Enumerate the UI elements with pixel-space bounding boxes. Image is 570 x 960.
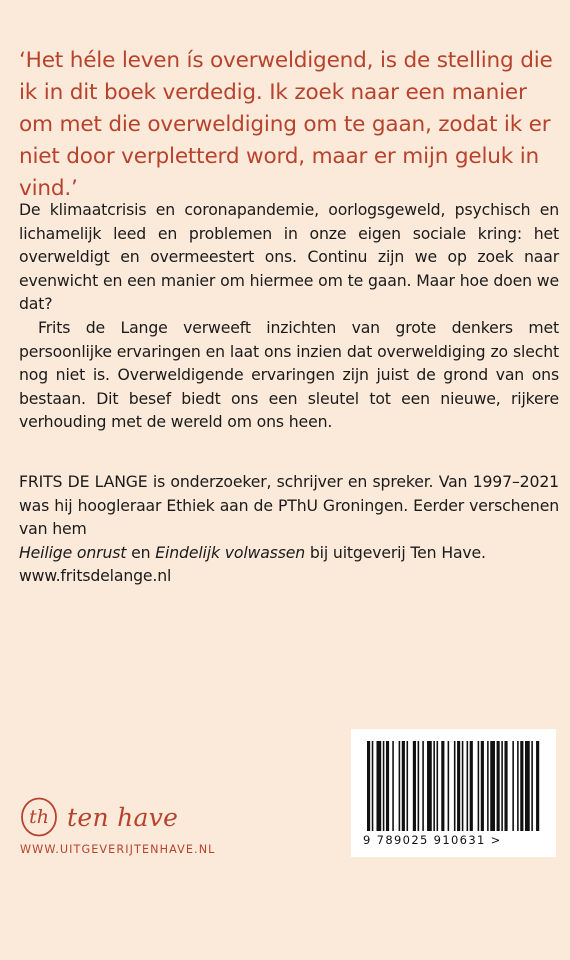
barcode-bar: [407, 741, 409, 831]
barcode-bar: [402, 741, 405, 831]
publisher-logo-icon: [19, 796, 59, 838]
barcode-bar: [462, 741, 464, 831]
publisher-logo: [19, 796, 178, 838]
barcode-bar: [487, 741, 489, 831]
barcode-bar: [481, 741, 484, 831]
barcode-bar: [437, 741, 439, 831]
back-cover-quote: ‘Het héle leven ís overweldigend, is de stelling die ik in dit boek verdedig. Ik zoek naar een manier om met die overweldiging om te gaan, zodat ik er niet door verpletterd word, maar er mijn geluk in vind.’: [19, 48, 553, 201]
barcode-bar: [376, 741, 381, 831]
barcode-bar: [441, 741, 444, 831]
barcode-bar: [512, 741, 514, 831]
barcode-bar: [478, 741, 480, 831]
barcode-bar: [454, 741, 456, 831]
barcode-bar: [490, 741, 495, 831]
book-description: [19, 198, 559, 434]
barcode-bar: [517, 741, 519, 831]
barcode-bar: [386, 741, 389, 831]
barcode-bar: [531, 741, 533, 831]
isbn-barcode: [351, 729, 556, 857]
barcode-bar: [413, 741, 416, 831]
barcode-bar: [448, 741, 450, 831]
barcode-bar: [418, 741, 420, 831]
logo-letters: th: [29, 806, 49, 828]
publisher-name: ten have: [67, 802, 179, 832]
author-website: www.fritsdelange.nl: [19, 566, 172, 586]
description-paragraph: Frits de Lange verweeft inzichten van grote denkers met persoonlijke ervaringen en laat ons inzien dat overweldiging zo slecht nog niet is. Overweldigende ervaringen zijn juist de grond van ons bestaan. Dit besef biedt ons een sleutel tot een nieuwe, rijkere verhouding met de wereld om ons heen.: [19, 317, 559, 432]
publisher-website: WWW.UITGEVERIJTENHAVE.NL: [20, 843, 216, 856]
bio-text-1: FRITS DE LANGE is onderzoeker, schrijver en spreker. Van 1997–2021 was hij hoogleraar Ethiek aan de PThU Groningen. Eerder verschenen van hem: [19, 472, 559, 539]
barcode-bar: [383, 741, 385, 831]
bio-text-2: bij uitgeverij Ten Have.: [309, 542, 486, 562]
barcode-bars: [351, 729, 556, 834]
barcode-bar: [467, 741, 469, 831]
barcode-bar: [525, 741, 530, 831]
barcode-bar: [427, 741, 432, 831]
bio-book-2: Eindelijk volwassen: [155, 542, 306, 562]
barcode-bar: [399, 741, 401, 831]
barcode-bar: [501, 741, 503, 831]
barcode-bar: [372, 741, 374, 831]
description-paragraph: De klimaatcrisis en coronapandemie, oorlogsgeweld, psychisch en lichamelijk leed en problemen in onze eigen sociale kring: het overweldigt en overmeestert ons. Continu zijn we op zoek naar evenwicht en een manier om hiermee om te gaan. Maar hoe doen we dat?: [19, 200, 559, 314]
author-bio: [19, 470, 559, 588]
barcode-bar: [457, 741, 460, 831]
bio-book-1: Heilige onrust: [19, 542, 127, 562]
barcode-bar: [422, 741, 424, 831]
barcode-bar: [470, 741, 473, 831]
barcode-bar: [497, 741, 500, 831]
bio-connector: en: [131, 542, 151, 562]
barcode-bar: [520, 741, 523, 831]
bio-text: [19, 470, 559, 564]
isbn-number: 9 789025 910631 >: [363, 833, 502, 847]
barcode-bar: [367, 741, 370, 831]
barcode-bar: [433, 741, 435, 831]
barcode-bar: [536, 741, 539, 831]
barcode-bar: [504, 741, 507, 831]
barcode-bar: [392, 741, 394, 831]
